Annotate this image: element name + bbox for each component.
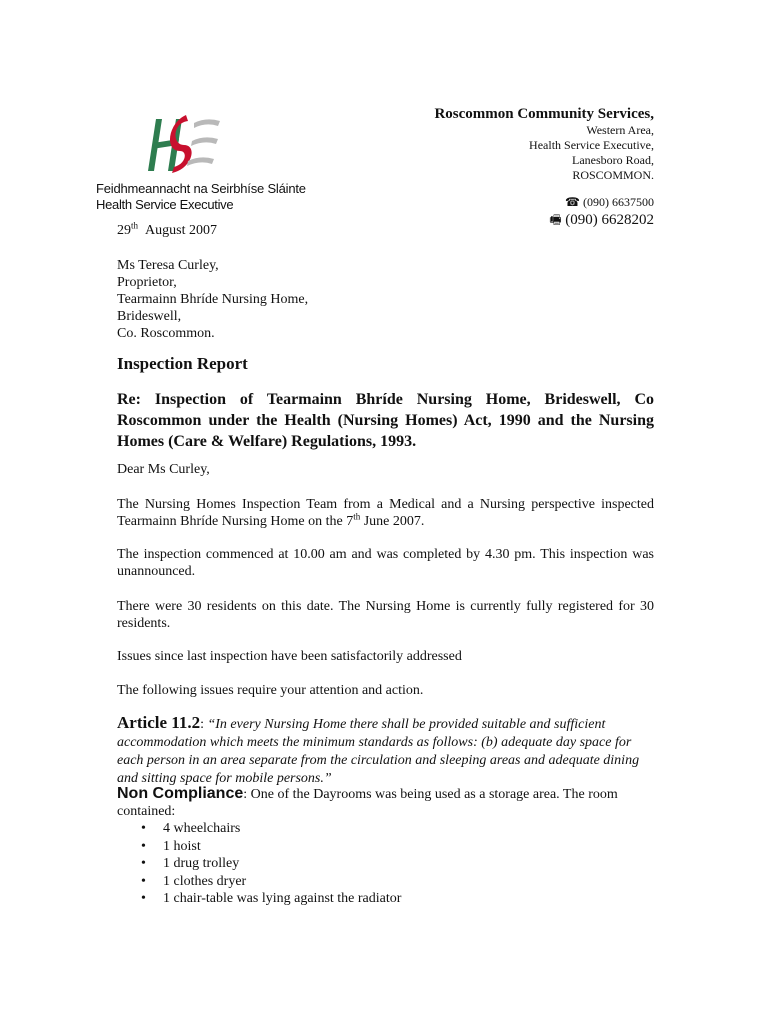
addressee-line: Ms Teresa Curley, [117,258,219,273]
logo-irish-text: Feidhmeannacht na Seirbhíse Sláinte [96,181,306,196]
paragraph-1-sup: th [353,511,361,522]
logo-english-text: Health Service Executive [96,197,234,212]
fax-icon: 🖷 [549,212,562,227]
article-section [117,714,654,788]
hse-logo [90,103,306,218]
sender-line: Lanesboro Road, [572,153,654,167]
hse-logo-icon [142,109,232,179]
list-item: • 1 clothes dryer [117,873,401,891]
article-label: Article 11.2 [117,713,201,732]
noncompliance-label: Non Compliance [117,785,244,802]
paragraph-5: The following issues require your attention and action. [117,683,424,698]
list-item: • 1 hoist [117,838,401,856]
article-quote: “In every Nursing Home there shall be provided suitable and sufficient accommodation which meets the minimum standards as follows: (b) adequate day space for each person in an area separate from the circulation and sleeping areas and adequate dining and sitting space for mobile persons.” [117,717,640,786]
paragraph-2: The inspection commenced at 10.00 am and was completed by 4.30 pm. This inspection was unannounced. [117,547,654,579]
sender-line: Health Service Executive, [529,138,654,152]
phone-icon: ☎ [565,195,580,209]
paragraph-1 [117,496,654,530]
sender-line: ROSCOMMON. [572,168,654,182]
article-colon: : [200,717,208,732]
fax-number: (090) 6628202 [565,212,654,228]
paragraph-1-text: The Nursing Homes Inspection Team from a Medical and a Nursing perspective inspected Tearmainn Bhríde Nursing Home on the 7 [117,497,654,529]
noncompliance-text: : One of the Dayrooms was being used as a storage area. The room contained: [117,787,618,819]
sender-line: Western Area, [586,123,654,137]
subject-line: Re: Inspection of Tearmainn Bhríde Nursing Home, Brideswell, Co Roscommon under the Health (Nursing Homes) Act, 1990 and the Nursing Homes (Care & Welfare) Regulations, 1993. [117,391,654,450]
paragraph-4: Issues since last inspection have been satisfactorily addressed [117,649,462,664]
sender-address [324,105,654,229]
phone-number: (090) 6637500 [583,195,654,209]
addressee-line: Brideswell, [117,309,182,324]
addressee-line: Proprietor, [117,275,177,290]
date-rest: August 2007 [145,223,217,238]
addressee-line: Tearmainn Bhríde Nursing Home, [117,292,309,307]
list-item: • 1 drug trolley [117,855,401,873]
list-item: • 1 chair-table was lying against the radiator [117,890,401,908]
report-title: Inspection Report [117,354,248,373]
paragraph-3: There were 30 residents on this date. The Nursing Home is currently fully registered for 30 residents. [117,599,654,631]
salutation: Dear Ms Curley, [117,462,210,477]
paragraph-1-end: June 2007. [360,514,425,529]
sender-phone [324,195,654,210]
list-item: • 4 wheelchairs [117,820,401,838]
addressee-block [117,257,654,342]
noncompliance-section [117,785,654,820]
items-list [117,820,401,908]
sender-org: Roscommon Community Services, [434,106,654,122]
letter-date [117,222,654,239]
addressee-line: Co. Roscommon. [117,326,215,341]
date-suffix: th [131,220,139,231]
date-day: 29 [117,223,131,238]
